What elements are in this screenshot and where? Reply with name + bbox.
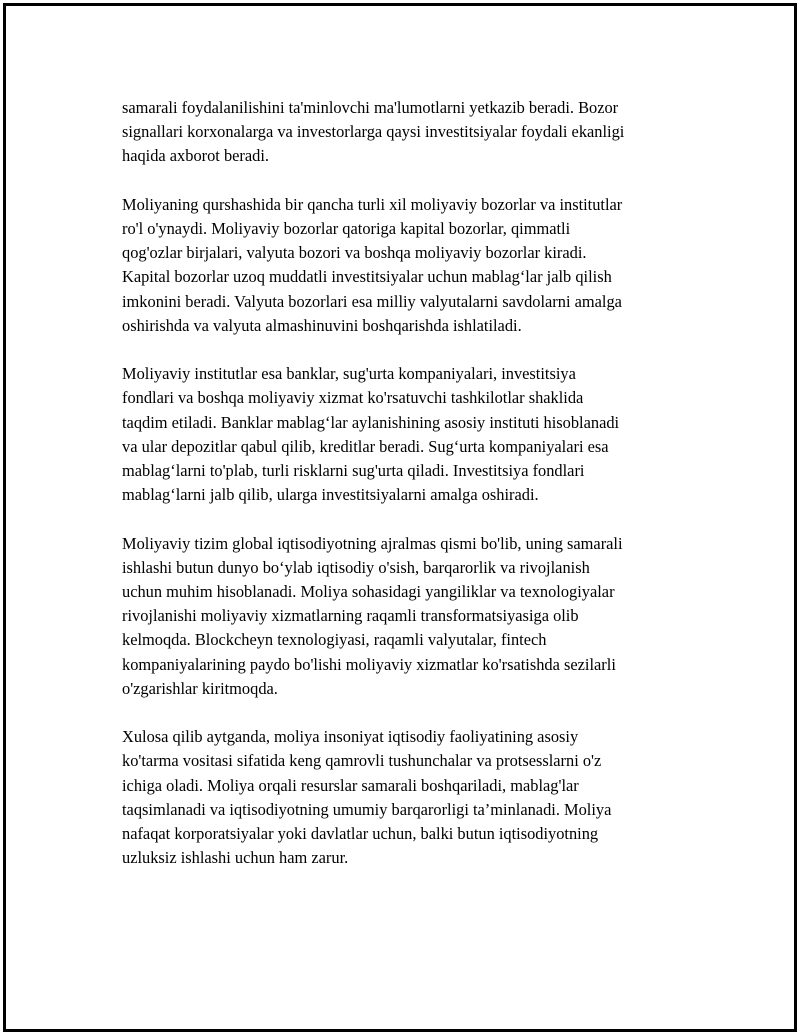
text-line: Moliyaning qurshashida bir qancha turli xil moliyaviy bozorlar va institutlar: [122, 194, 623, 214]
paragraph-3: [122, 362, 692, 507]
text-line: signallari korxonalarga va investorlarga qaysi investitsiyalar foydali ekanligi: [122, 122, 625, 142]
text-line: imkonini beradi. Valyuta bozorlari esa milliy valyutalarni savdolarni amalga: [122, 291, 622, 311]
paragraph-2: [122, 193, 692, 338]
text-line: haqida axborot beradi.: [122, 146, 270, 166]
text-line: ro'l o'ynaydi. Moliyaviy bozorlar qatoriga kapital bozorlar, qimmatli: [122, 219, 571, 238]
text-line: ishlashi butun dunyo bo‘ylab iqtisodiy o'sish, barqarorlik va rivojlanish: [122, 557, 590, 577]
paragraph-4: [122, 532, 692, 701]
text-line: taqdim etiladi. Banklar mablag‘lar aylanishining asosiy instituti hisoblanadi: [122, 412, 620, 432]
paragraph-5: [122, 725, 692, 870]
text-line: Moliyaviy institutlar esa banklar, sug'urta kompaniyalari, investitsiya: [122, 364, 576, 384]
text-line: uchun muhim hisoblanadi. Moliya sohasidagi yangiliklar va texnologiyalar: [122, 582, 615, 602]
text-line: samarali foydalanilishini ta'minlovchi ma'lumotlarni yetkazib beradi. Bozor: [122, 98, 619, 117]
text-line: nafaqat korporatsiyalar yoki davlatlar uchun, balki butun iqtisodiyotning: [122, 824, 599, 844]
document-body: [122, 96, 692, 895]
text-line: qog'ozlar birjalari, valyuta bozori va boshqa moliyaviy bozorlar kiradi.: [122, 243, 587, 263]
text-line: mablag‘larni to'plab, turli risklarni sug'urta qiladi. Investitsiya fondlari: [122, 461, 585, 481]
text-line: Kapital bozorlar uzoq muddatli investitsiyalar uchun mablag‘lar jalb qilish: [122, 267, 612, 287]
text-line: o'zgarishlar kiritmoqda.: [122, 678, 278, 698]
page-frame: [3, 3, 797, 1032]
text-line: oshirishda va valyuta almashinuvini boshqarishda ishlatiladi.: [122, 315, 522, 335]
text-line: ichiga oladi. Moliya orqali resurslar samarali boshqariladi, mablag'lar: [122, 775, 579, 795]
text-line: kelmoqda. Blockcheyn texnologiyasi, raqamli valyutalar, fintech: [122, 630, 547, 650]
text-line: uzluksiz ishlashi uchun ham zarur.: [122, 848, 349, 868]
text-line: fondlari va boshqa moliyaviy xizmat ko'rsatuvchi tashkilotlar shaklida: [122, 388, 584, 408]
text-line: va ular depozitlar qabul qilib, kreditlar beradi. Sug‘urta kompaniyalari esa: [122, 436, 609, 456]
paragraph-1: [122, 96, 692, 169]
text-line: taqsimlanadi va iqtisodiyotning umumiy barqarorligi ta’minlanadi. Moliya: [122, 799, 612, 819]
text-line: mablag‘larni jalb qilib, ularga investitsiyalarni amalga oshiradi.: [122, 485, 539, 505]
text-line: kompaniyalarining paydo bo'lishi moliyaviy xizmatlar ko'rsatishda sezilarli: [122, 654, 616, 674]
text-line: Moliyaviy tizim global iqtisodiyotning ajralmas qismi bo'lib, uning samarali: [122, 533, 623, 553]
text-line: ko'tarma vositasi sifatida keng qamrovli tushunchalar va protsesslarni o'z: [122, 751, 602, 771]
text-line: rivojlanishi moliyaviy xizmatlarning raqamli transformatsiyasiga olib: [122, 606, 579, 626]
text-line: Xulosa qilib aytganda, moliya insoniyat iqtisodiy faoliyatining asosiy: [122, 727, 579, 747]
